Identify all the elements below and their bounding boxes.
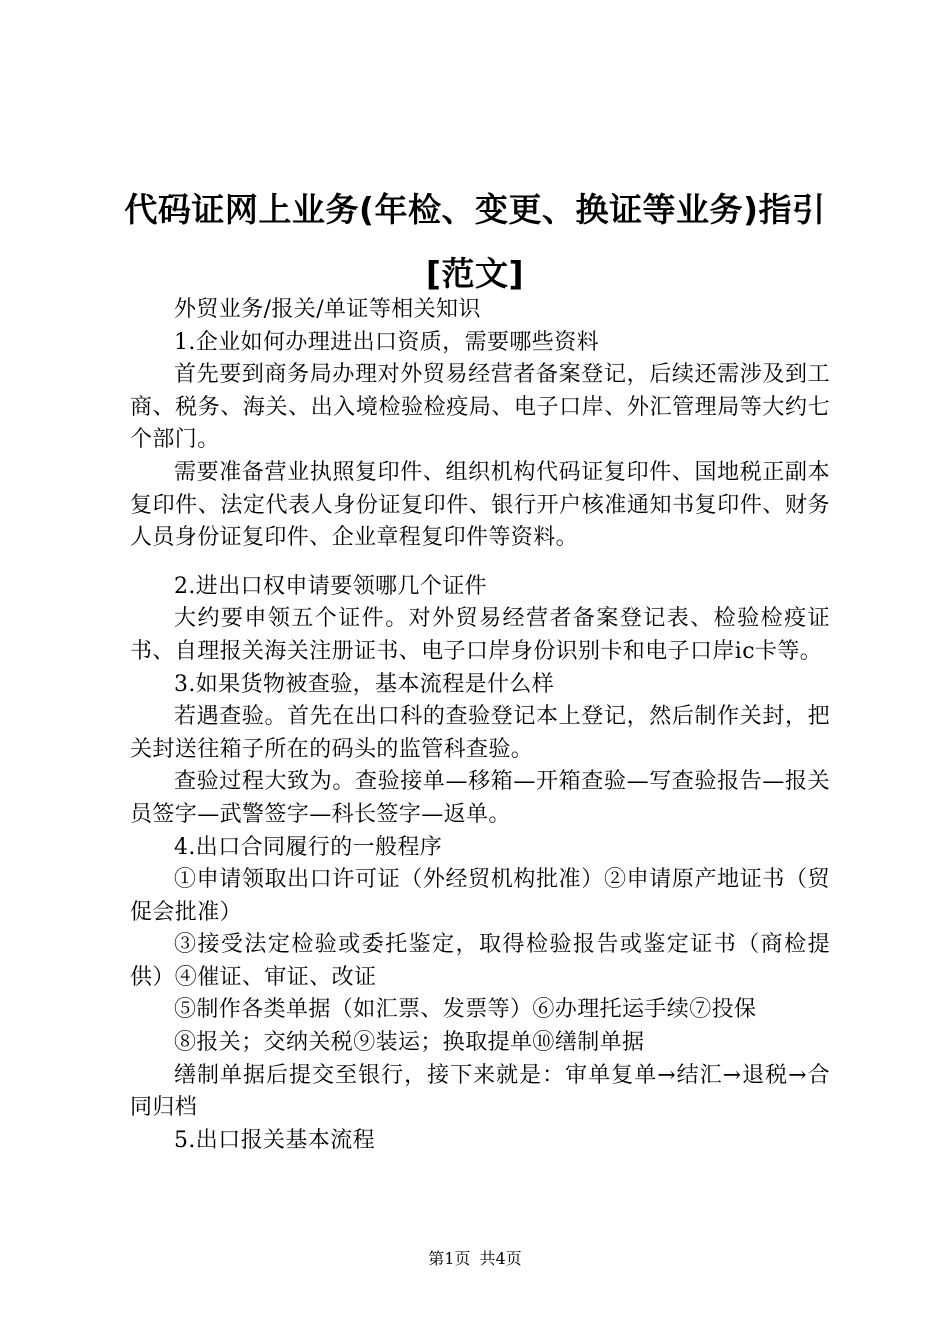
- paragraph: ⑤制作各类单据（如汇票、发票等）⑥办理托运手续⑦投保: [174, 997, 757, 1023]
- question-heading: 5.出口报关基本流程: [174, 1127, 375, 1153]
- question-heading: 3.如果货物被查验，基本流程是什么样: [174, 671, 555, 697]
- paragraph: ③接受法定检验或委托鉴定，取得检验报告或鉴定证书（商检提供）④催证、审证、改证: [130, 932, 830, 990]
- question-heading: 4.出口合同履行的一般程序: [174, 834, 443, 860]
- page-number: 第1页: [428, 1249, 471, 1268]
- paragraph: 需要准备营业执照复印件、组织机构代码证复印件、国地税正副本复印件、法定代表人身份证复印件、银行开户核准通知书复印件、财务人员身份证复印件、企业章程复印件等资料。: [130, 459, 830, 551]
- section-heading: 外贸业务/报关/单证等相关知识: [174, 297, 481, 322]
- paragraph: 缮制单据后提交至银行，接下来就是：审单复单→结汇→退税→合同归档: [130, 1062, 830, 1121]
- question-heading: 2.进出口权申请要领哪几个证件: [174, 573, 487, 599]
- paragraph: ⑧报关；交纳关税⑨装运；换取提单⑩缮制单据: [174, 1030, 645, 1056]
- paragraph: 查验过程大致为。查验接单—移箱—开箱查验—写查验报告—报关员签字—武警签字—科长签字—返单。: [130, 769, 830, 827]
- document-body: [130, 294, 830, 1157]
- question-heading: 1.企业如何办理进出口资质，需要哪些资料: [174, 329, 599, 355]
- page-footer: [0, 1246, 950, 1269]
- paragraph: 大约要申领五个证件。对外贸易经营者备案登记表、检验检疫证书、自理报关海关注册证书、电子口岸身份识别卡和电子口岸ic卡等。: [130, 606, 830, 664]
- paragraph: ①申请领取出口许可证（外经贸机构批准）②申请原产地证书（贸促会批准）: [130, 867, 830, 925]
- paragraph: 若遇查验。首先在出口科的查验登记本上登记，然后制作关封，把关封送往箱子所在的码头的监管科查验。: [130, 704, 830, 762]
- document-title: 代码证网上业务(年检、变更、换证等业务)指引[范文]: [124, 190, 826, 293]
- paragraph: 首先要到商务局办理对外贸易经营者备案登记，后续还需涉及到工商、税务、海关、出入境检验检疫局、电子口岸、外汇管理局等大约七个部门。: [130, 362, 830, 453]
- page-total: 共4页: [479, 1249, 522, 1268]
